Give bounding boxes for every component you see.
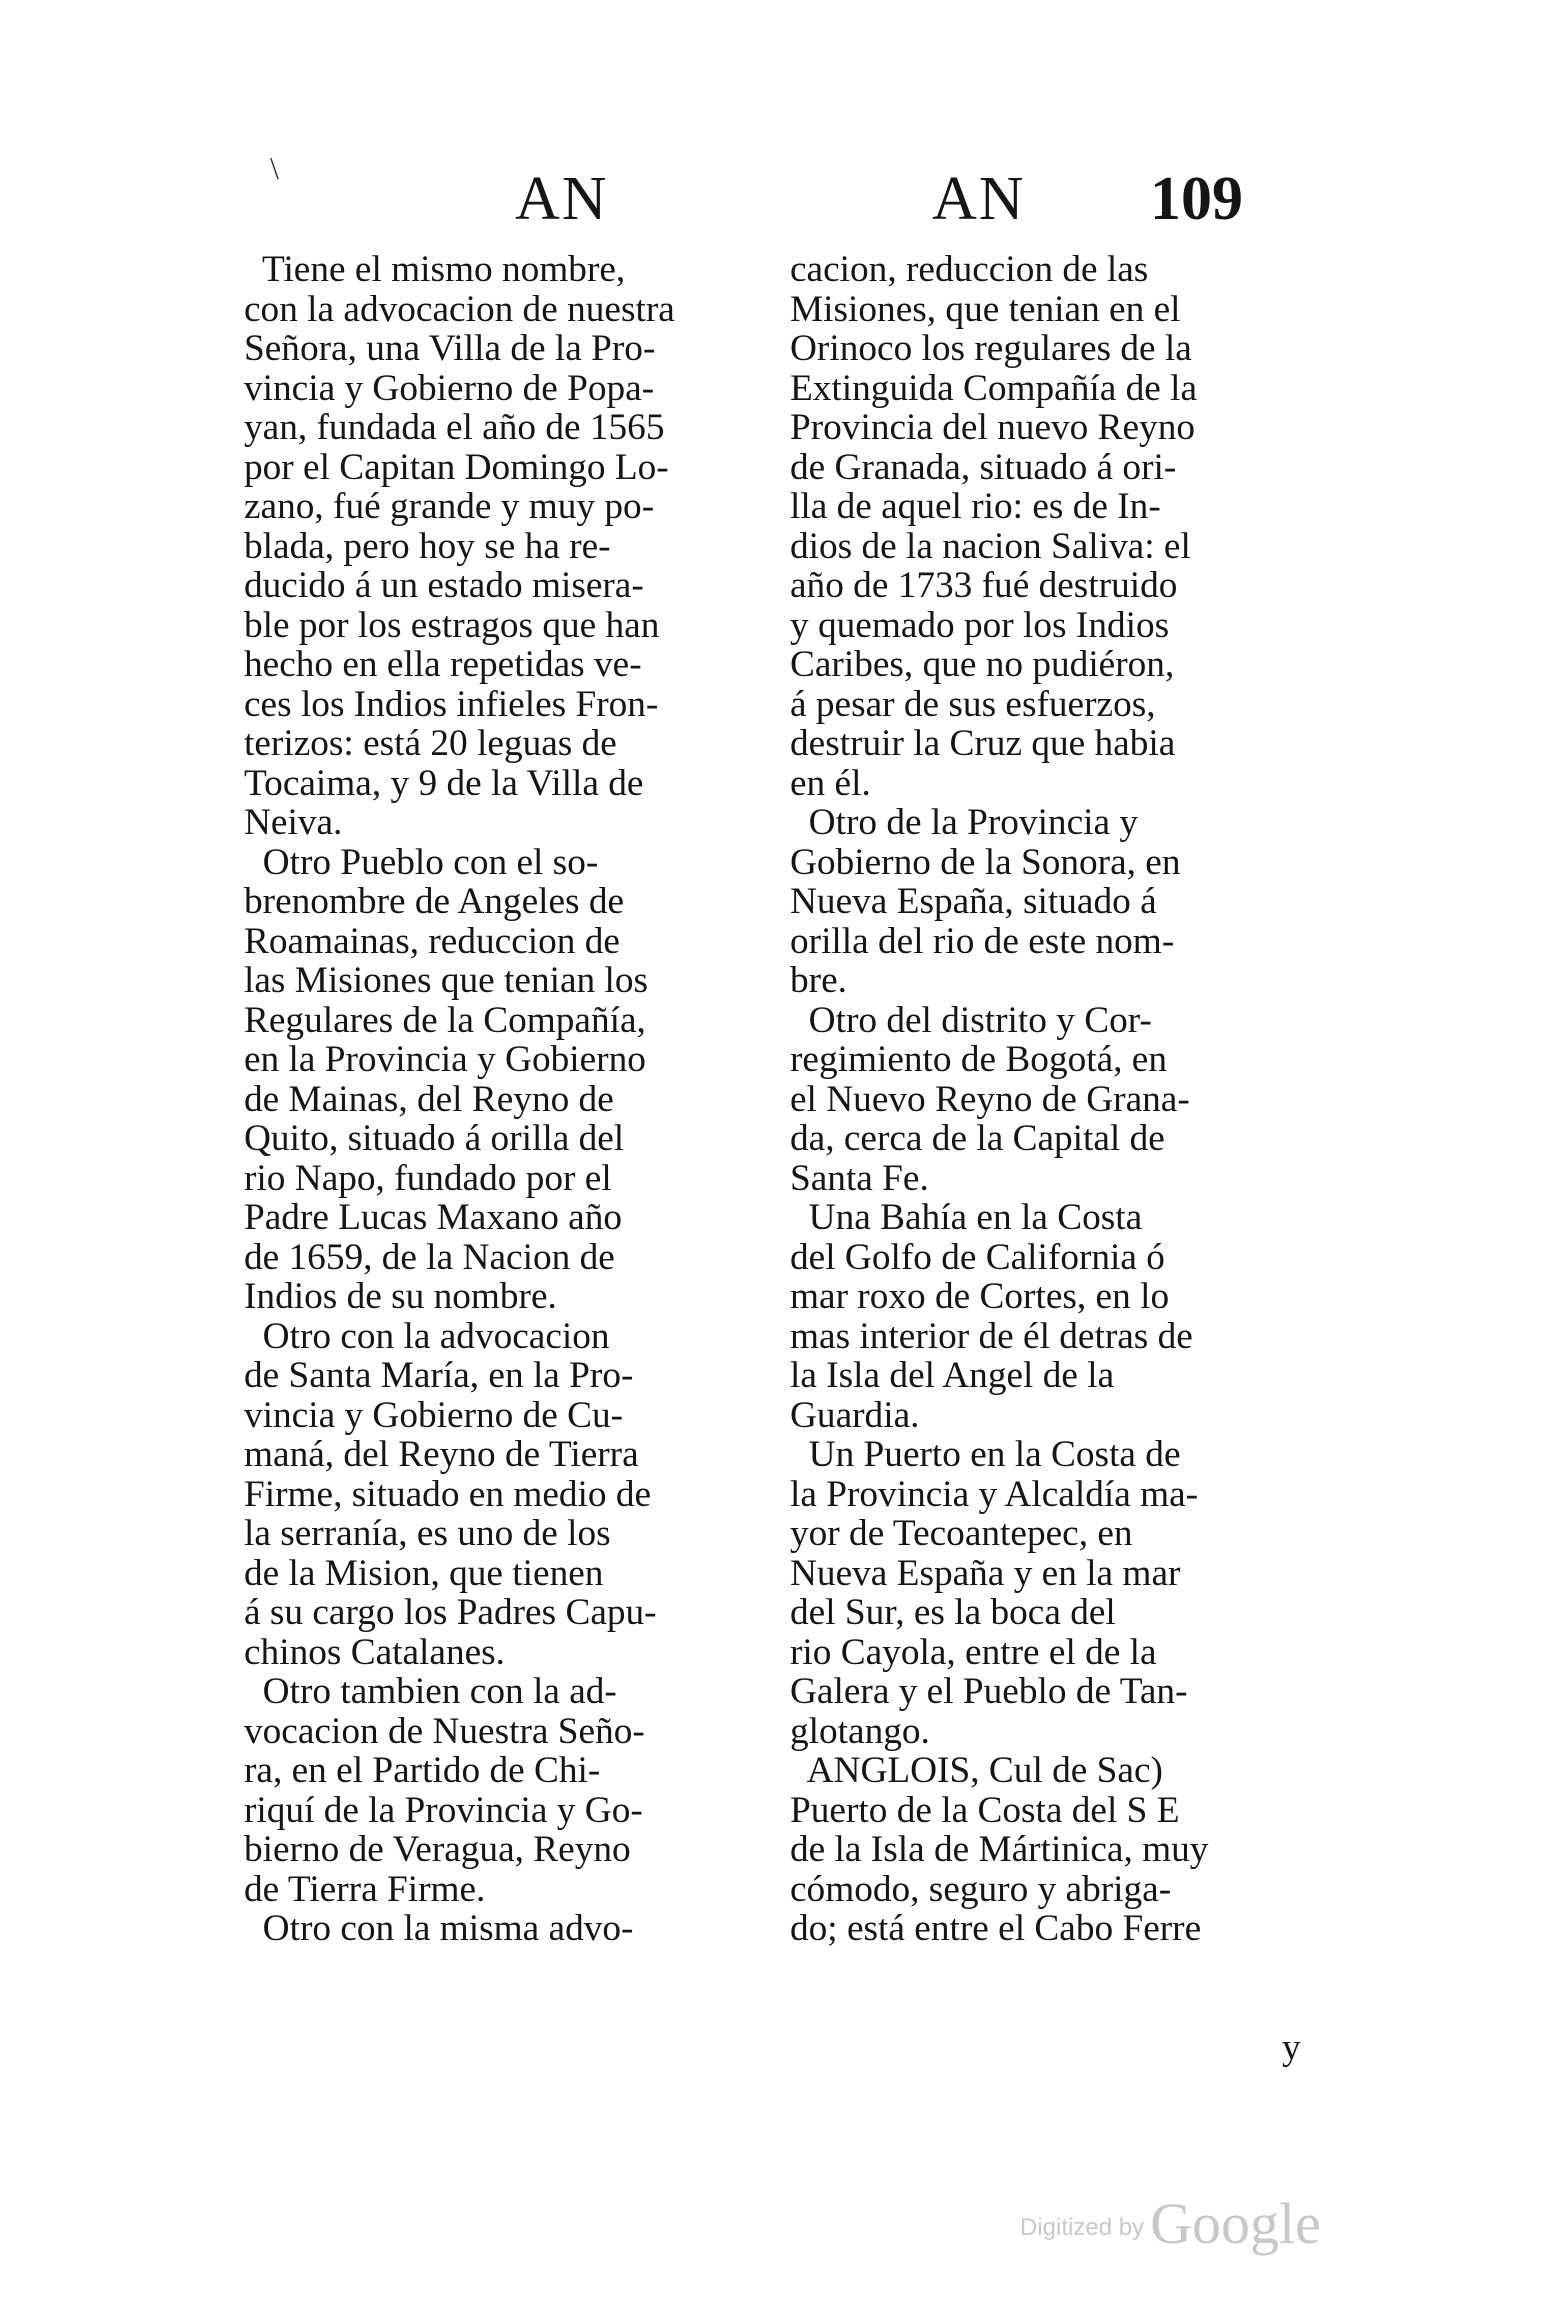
text-line: Gobierno de la Sonora, en: [790, 841, 1181, 883]
text-line: Santa Fe.: [790, 1157, 929, 1199]
text-column-left: [244, 250, 764, 1949]
text-line: las Misiones que tenian los: [244, 960, 649, 1001]
text-line: terizos: está 20 leguas de: [244, 723, 617, 764]
text-line: blada, pero hoy se ha re-: [244, 525, 611, 567]
text-line: el Nuevo Reyno de Grana-: [790, 1078, 1190, 1120]
text-line: ble por los estragos que han: [244, 604, 660, 646]
text-line: vincia y Gobierno de Cu-: [244, 1394, 624, 1436]
text-line: Otro Pueblo con el so-: [244, 841, 599, 883]
text-line: Una Bahía en la Costa: [790, 1197, 1143, 1238]
text-line: yan, fundada el año de 1565: [244, 407, 665, 448]
text-line: Provincia del nuevo Reyno: [790, 407, 1196, 448]
text-line: Otro con la advocacion: [244, 1315, 610, 1357]
text-line: la Isla del Angel de la: [790, 1355, 1115, 1396]
text-line: Firme, situado en medio de: [244, 1473, 652, 1515]
text-line: Puerto de la Costa del S E: [790, 1789, 1180, 1831]
text-line: Roamainas, reduccion de: [244, 920, 620, 962]
text-line: lla de aquel rio: es de In-: [790, 486, 1161, 527]
text-line: por el Capitan Domingo Lo-: [244, 446, 669, 488]
text-line: rio Napo, fundado por el: [244, 1157, 612, 1199]
text-line: la Provincia y Alcaldía ma-: [790, 1473, 1199, 1515]
text-line: de la Mision, que tienen: [244, 1552, 604, 1594]
text-line: mar roxo de Cortes, en lo: [790, 1276, 1170, 1317]
text-line: de 1659, de la Nacion de: [244, 1236, 615, 1278]
text-line: dios de la nacion Saliva: el: [790, 525, 1191, 567]
text-line: ces los Indios infieles Fron-: [244, 683, 659, 725]
watermark-prefix: Digitized by: [1020, 2214, 1145, 2241]
text-line: año de 1733 fué destruido: [790, 565, 1178, 606]
text-line: de Santa María, en la Pro-: [244, 1355, 634, 1396]
text-line: Padre Lucas Maxano año: [244, 1197, 623, 1238]
text-line: de la Isla de Mártinica, muy: [790, 1829, 1209, 1870]
text-line: Nueva España, situado á: [790, 881, 1157, 922]
text-line: destruir la Cruz que habia: [790, 723, 1176, 764]
text-line: á su cargo los Padres Capu-: [244, 1592, 657, 1633]
text-line: con la advocacion de nuestra: [244, 288, 675, 330]
text-line: Señora, una Villa de la Pro-: [244, 328, 656, 369]
text-line: Tiene el mismo nombre,: [244, 249, 626, 290]
text-line: la serranía, es uno de los: [244, 1513, 611, 1554]
page-number: 109: [1150, 165, 1243, 233]
digitized-watermark: [1020, 2190, 1321, 2257]
text-line: vocacion de Nuestra Seño-: [244, 1710, 645, 1752]
text-line: vincia y Gobierno de Popa-: [244, 367, 655, 409]
text-line: bre.: [790, 960, 847, 1001]
text-line: mas interior de él detras de: [790, 1315, 1193, 1357]
text-line: chinos Catalanes.: [244, 1631, 506, 1673]
text-line: á pesar de sus esfuerzos,: [790, 683, 1156, 725]
text-line: rio Cayola, entre el de la: [790, 1631, 1157, 1673]
text-line: Tocaima, y 9 de la Villa de: [244, 762, 644, 804]
catchword: y: [1282, 2027, 1301, 2068]
text-line: Otro del distrito y Cor-: [790, 999, 1152, 1041]
text-line: del Golfo de California ó: [790, 1236, 1165, 1278]
text-line: hecho en ella repetidas ve-: [244, 644, 642, 685]
text-line: regimiento de Bogotá, en: [790, 1039, 1168, 1080]
text-line: Galera y el Pueblo de Tan-: [790, 1671, 1188, 1712]
text-line: Indios de su nombre.: [244, 1276, 557, 1317]
text-line: de Tierra Firme.: [244, 1868, 486, 1910]
text-line: Guardia.: [790, 1394, 920, 1436]
text-line: del Sur, es la boca del: [790, 1592, 1116, 1633]
text-line: do; está entre el Cabo Ferre: [790, 1908, 1202, 1949]
text-line: en él.: [790, 762, 871, 804]
text-line: maná, del Reyno de Tierra: [244, 1434, 639, 1475]
text-line: Un Puerto en la Costa de: [790, 1434, 1181, 1475]
text-line: Misiones, que tenian en el: [790, 288, 1181, 330]
text-line: Regulares de la Compañía,: [244, 999, 646, 1041]
corner-mark: \: [270, 150, 279, 186]
text-line: Neiva.: [244, 802, 343, 843]
text-line: en la Provincia y Gobierno: [244, 1039, 646, 1080]
text-line: yor de Tecoantepec, en: [790, 1513, 1133, 1554]
text-line: ra, en el Partido de Chi-: [244, 1750, 601, 1791]
text-line: Orinoco los regulares de la: [790, 328, 1192, 369]
text-line: Otro con la misma advo-: [244, 1908, 634, 1949]
text-line: ducido á un estado misera-: [244, 565, 644, 606]
text-line: de Granada, situado á ori-: [790, 446, 1177, 488]
text-line: de Mainas, del Reyno de: [244, 1078, 614, 1120]
text-line: riquí de la Provincia y Go-: [244, 1789, 643, 1831]
text-line: brenombre de Angeles de: [244, 881, 625, 922]
text-line: Otro tambien con la ad-: [244, 1671, 617, 1712]
text-line: cacion, reduccion de las: [790, 249, 1149, 290]
text-line: y quemado por los Indios: [790, 604, 1170, 646]
text-line: Otro de la Provincia y: [790, 802, 1139, 843]
running-header-left: AN: [515, 165, 609, 233]
text-line: orilla del rio de este nom-: [790, 920, 1175, 962]
text-line: bierno de Veragua, Reyno: [244, 1829, 631, 1870]
text-line: glotango.: [790, 1710, 930, 1752]
text-line: Nueva España y en la mar: [790, 1552, 1181, 1594]
text-column-right: [790, 250, 1318, 1949]
running-header-right: AN: [932, 165, 1026, 233]
text-line: cómodo, seguro y abriga-: [790, 1868, 1172, 1910]
text-line: ANGLOIS, Cul de Sac): [790, 1750, 1163, 1791]
text-line: Extinguida Compañía de la: [790, 367, 1198, 409]
text-line: Caribes, que no pudiéron,: [790, 644, 1175, 685]
text-line: zano, fué grande y muy po-: [244, 486, 655, 527]
google-logo: Google: [1150, 2191, 1321, 2256]
text-line: Quito, situado á orilla del: [244, 1118, 625, 1159]
text-line: da, cerca de la Capital de: [790, 1118, 1165, 1159]
